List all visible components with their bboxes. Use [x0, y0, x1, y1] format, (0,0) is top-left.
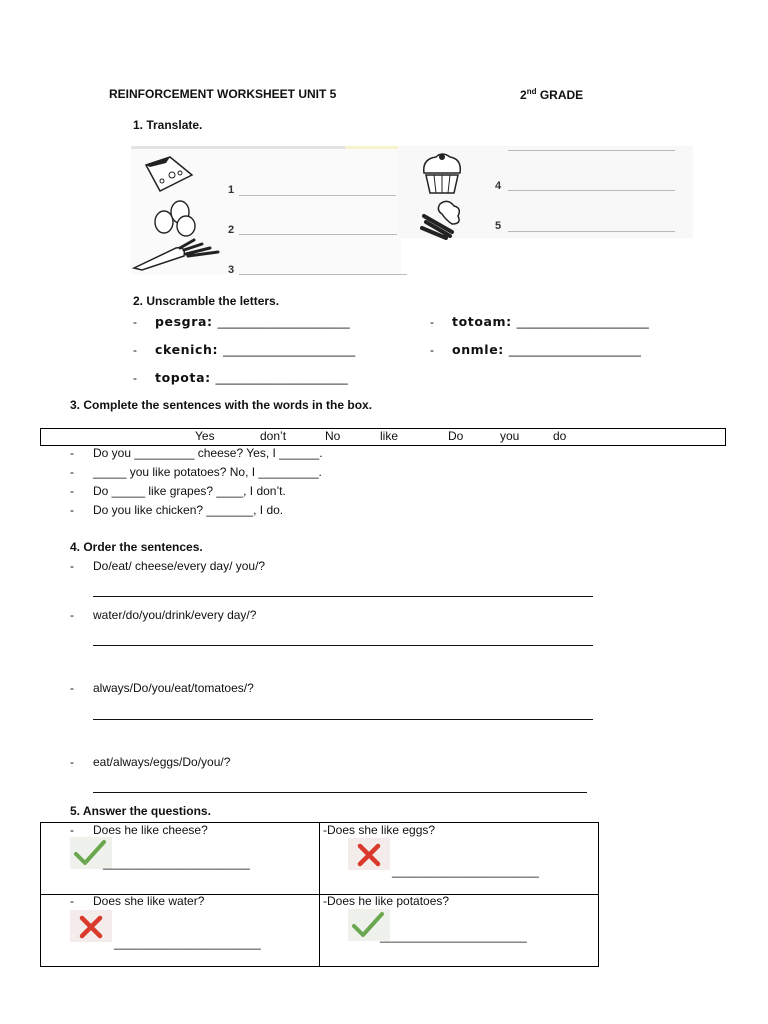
- unscramble-item-5: [155, 370, 348, 385]
- translate-line-3[interactable]: [239, 274, 407, 275]
- answer-blank[interactable]: ___________________: [223, 343, 356, 357]
- translate-line-1[interactable]: [239, 195, 396, 196]
- bullet-dash: -: [70, 894, 74, 908]
- box-word-like: like: [380, 429, 399, 443]
- bullet-dash: -: [430, 315, 434, 329]
- section-5-heading: 5. Answer the questions.: [70, 804, 211, 818]
- grade-word: GRADE: [539, 88, 584, 102]
- section-1-heading: 1. Translate.: [133, 118, 203, 132]
- section-2-heading: 2. Unscramble the letters.: [133, 294, 280, 308]
- order-item-3: always/Do/you/eat/tomatoes/?: [93, 681, 254, 695]
- unscramble-item-2: [452, 314, 649, 329]
- question-3: Does she like water?: [93, 894, 205, 908]
- translate-line-5[interactable]: [508, 231, 675, 232]
- carrot-icon: [130, 234, 226, 274]
- bullet-dash: -: [133, 315, 137, 329]
- translate-number-5: 5: [495, 220, 502, 232]
- box-word-you: you: [500, 429, 520, 443]
- sentence-1[interactable]: Do you _________ cheese? Yes, I ______.: [93, 446, 323, 460]
- bullet-dash: -: [133, 343, 137, 357]
- scrambled-word: pesgra:: [155, 314, 213, 329]
- bullet-dash: -: [70, 755, 74, 769]
- order-answer-line-1[interactable]: [93, 596, 593, 597]
- answer-blank[interactable]: ___________________: [516, 315, 649, 329]
- translate-line-cut[interactable]: [508, 150, 675, 151]
- question-2: -Does she like eggs?: [323, 823, 436, 837]
- answer-blank-4[interactable]: ______________________: [380, 929, 527, 943]
- answer-blank[interactable]: ___________________: [217, 315, 350, 329]
- cross-icon: [70, 910, 112, 942]
- cupcake-icon: [418, 151, 466, 195]
- translate-number-2: 2: [228, 224, 235, 236]
- unscramble-item-4: [452, 342, 641, 357]
- bullet-dash: -: [70, 681, 74, 695]
- cross-icon: [348, 838, 390, 870]
- box-word-no: No: [325, 429, 341, 443]
- order-answer-line-3[interactable]: [93, 719, 593, 720]
- question-1: Does he like cheese?: [93, 823, 208, 837]
- answer-blank[interactable]: ___________________: [215, 371, 348, 385]
- translate-line-4[interactable]: [508, 190, 675, 191]
- grade-ordinal: nd: [526, 87, 537, 96]
- order-item-2: water/do/you/drink/every day/?: [93, 608, 257, 622]
- bullet-dash: -: [430, 343, 434, 357]
- sentence-4[interactable]: Do you like chicken? _______, I do.: [93, 503, 284, 517]
- picture-top-edge-yellow: [345, 146, 400, 149]
- bullet-dash: -: [70, 608, 74, 622]
- scrambled-word: ckenich:: [155, 342, 219, 357]
- bullet-dash: -: [70, 484, 74, 498]
- section-3-heading: 3. Complete the sentences with the words in the box.: [70, 398, 373, 412]
- box-word-do: do: [553, 429, 567, 443]
- answer-blank-1[interactable]: ______________________: [103, 856, 250, 870]
- bullet-dash: -: [70, 503, 74, 517]
- question-4: -Does he like potatoes?: [323, 894, 450, 908]
- answer-blank-2[interactable]: ______________________: [392, 864, 539, 878]
- order-answer-line-4[interactable]: [93, 792, 587, 793]
- picture-top-edge: [131, 146, 345, 149]
- box-word-dont: don’t: [260, 429, 287, 443]
- mark-box: [348, 838, 390, 870]
- sentence-2[interactable]: _____ you like potatoes? No, I _________.: [93, 465, 322, 479]
- scrambled-word: totoam:: [452, 314, 512, 329]
- scrambled-word: topota:: [155, 370, 211, 385]
- order-item-1: Do/eat/ cheese/every day/ you/?: [93, 559, 266, 573]
- bullet-dash: -: [70, 446, 74, 460]
- answer-blank[interactable]: ___________________: [508, 343, 641, 357]
- bullet-dash: -: [133, 371, 137, 385]
- worksheet-title: REINFORCEMENT WORKSHEET UNIT 5: [109, 87, 337, 101]
- order-answer-line-2[interactable]: [93, 645, 593, 646]
- answer-blank-3[interactable]: ______________________: [114, 936, 261, 950]
- translate-number-3: 3: [228, 264, 235, 276]
- box-word-do-capital: Do: [448, 429, 464, 443]
- mark-box: [70, 910, 112, 942]
- translate-line-2[interactable]: [239, 234, 397, 235]
- celery-icon: [416, 198, 466, 240]
- sentence-3[interactable]: Do _____ like grapes? ____, I don’t.: [93, 484, 286, 498]
- bullet-dash: -: [70, 823, 74, 837]
- unscramble-item-1: [155, 314, 350, 329]
- bullet-dash: -: [70, 465, 74, 479]
- eggs-icon: [150, 198, 200, 238]
- order-item-4: eat/always/eggs/Do/you/?: [93, 755, 231, 769]
- cheese-icon: [140, 153, 196, 195]
- bullet-dash: -: [70, 559, 74, 573]
- grade-number: 2: [520, 88, 527, 102]
- section-4-heading: 4. Order the sentences.: [70, 540, 203, 554]
- box-word-yes: Yes: [195, 429, 215, 443]
- unscramble-item-3: [155, 342, 355, 357]
- translate-number-1: 1: [228, 184, 235, 196]
- scrambled-word: onmle:: [452, 342, 504, 357]
- translate-number-4: 4: [495, 180, 502, 192]
- grade-label: [520, 87, 583, 102]
